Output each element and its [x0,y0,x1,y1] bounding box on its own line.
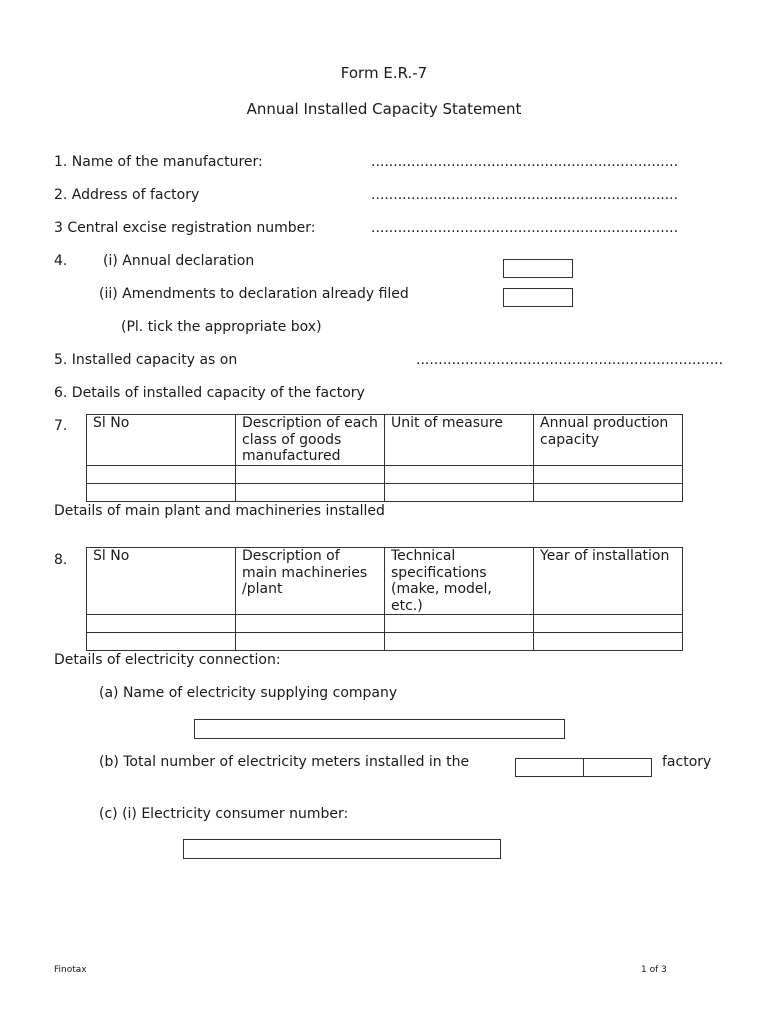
table-cell[interactable] [236,615,385,633]
meters-label: (b) Total number of electricity meters installed in the [99,754,470,770]
table-cell[interactable] [87,465,236,483]
table-header-row [87,415,683,466]
table-row [87,615,683,633]
table-row [87,483,683,501]
page-title: Annual Installed Capacity Statement [246,100,522,118]
header-year: Year of installation [534,548,683,615]
installed-capacity-field[interactable]: ..................................................................... [416,352,724,368]
amendments-label: (ii) Amendments to declaration already filed [99,286,409,302]
header-capacity: Annual production capacity [534,415,683,466]
consumer-field[interactable] [183,839,501,859]
machinery-table [86,547,683,651]
item4-number: 4. [54,253,68,269]
table-cell[interactable] [385,465,534,483]
header-unit: Unit of measure [385,415,534,466]
installed-capacity-label: 5. Installed capacity as on [54,352,238,368]
form-number: Form E.R.-7 [340,64,428,82]
manufacturer-field[interactable]: ..................................................................... [371,154,679,170]
table-cell[interactable] [534,483,683,501]
table-cell[interactable] [534,465,683,483]
table-cell[interactable] [385,615,534,633]
company-field[interactable] [194,719,565,739]
header-machinery: Description of main machineries /plant [236,548,385,615]
table-cell[interactable] [236,465,385,483]
table-cell[interactable] [236,483,385,501]
table-cell[interactable] [87,483,236,501]
table-cell[interactable] [87,615,236,633]
header-sl-no: Sl No [87,415,236,466]
header-sl-no: Sl No [87,548,236,615]
meters-suffix: factory [662,754,712,770]
installed-capacity-table [86,414,683,502]
consumer-label: (c) (i) Electricity consumer number: [99,806,349,822]
table8-number: 8. [54,552,68,568]
registration-field[interactable]: ..................................................................... [371,220,679,236]
table-cell[interactable] [385,483,534,501]
annual-declaration-checkbox[interactable] [503,259,573,278]
meters-field-2[interactable] [583,758,652,777]
plant-label: Details of main plant and machineries installed [54,503,385,519]
table-cell[interactable] [385,633,534,651]
header-specifications: Technical specifications (make, model, etc.) [385,548,534,615]
tick-note: (Pl. tick the appropriate box) [121,319,322,335]
footer-brand: Finotax [54,965,87,975]
registration-label: 3 Central excise registration number: [54,220,316,236]
company-label: (a) Name of electricity supplying company [99,685,398,701]
table-header-row [87,548,683,615]
address-field[interactable]: ..................................................................... [371,187,679,203]
table-cell[interactable] [534,615,683,633]
header-description: Description of each class of goods manufactured [236,415,385,466]
table-cell[interactable] [534,633,683,651]
table7-number: 7. [54,418,68,434]
table-row [87,633,683,651]
table-row [87,465,683,483]
page-number: 1 of 3 [641,965,667,975]
table-cell[interactable] [236,633,385,651]
amendments-checkbox[interactable] [503,288,573,307]
address-label: 2. Address of factory [54,187,200,203]
details-capacity-label: 6. Details of installed capacity of the factory [54,385,365,401]
electricity-heading: Details of electricity connection: [54,652,281,668]
manufacturer-label: 1. Name of the manufacturer: [54,154,263,170]
meters-field-1[interactable] [515,758,584,777]
table-cell[interactable] [87,633,236,651]
annual-declaration-label: (i) Annual declaration [103,253,255,269]
